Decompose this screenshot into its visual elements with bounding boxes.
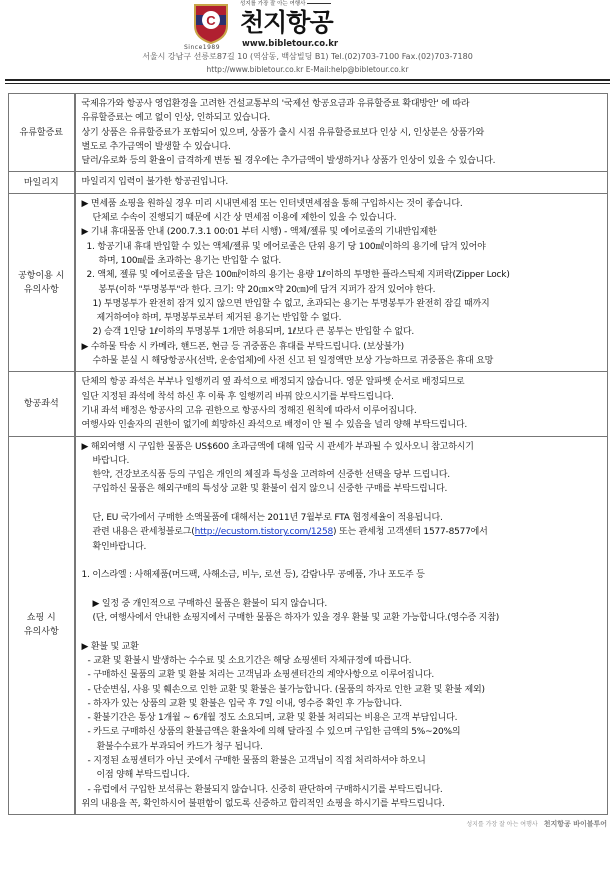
text-line: 환불수수료가 부과되어 카드가 청구 됩니다.: [96, 741, 263, 752]
text-segment: 관련 내용은 관세청블로그(: [92, 527, 195, 538]
text-line: 상기 상품은 유류할증료가 포함되어 있으며, 상품가 출시 시점 유류할증료보다 인상 시, 인상분은 상품가와: [81, 127, 484, 138]
text-line: 제거하여야 하며, 투명봉투로부터 제거된 용기는 반입할 수 없다.: [96, 313, 342, 324]
blank-line: [82, 583, 608, 597]
text-line: 바랍니다.: [92, 455, 130, 466]
text-line: - 교환 및 환불시 발생하는 수수료 및 소요기간은 해당 쇼핑센터 자체규정에 따릅니다.: [87, 655, 412, 666]
letterhead: [0, 0, 615, 90]
text-line: - 하자가 있는 상품의 교환 및 환불은 입국 후 7일 이내, 영수증 확인 후 가능합니다.: [87, 698, 402, 709]
text-line: ▶ 기내 휴대물품 안내 (200.7.3.1 00:01 부터 시행) - 액체/젤류 및 에어로졸의 기내반입제한: [81, 227, 437, 238]
row-content: [75, 193, 608, 372]
blank-line: [82, 625, 608, 639]
text-line: - 유럽에서 구입한 보석류는 환불되지 않습니다. 신중히 판단하여 구매하시기를 부탁드립니다.: [87, 784, 443, 795]
footer-brand: 천지항공 바이블투어: [543, 820, 607, 829]
text-line: 단, EU 국가에서 구매한 소액물품에 대해서는 2011년 7월부로 FTA 협정세율이 적용됩니다.: [92, 513, 443, 524]
row-content: [75, 94, 608, 172]
slogan: 성지를 가장 잘 아는 여행사: [240, 1, 331, 8]
text-line: 봉투(이하 "투명봉투"라 한다. 크기: 약 20㎝×약 20㎝)에 담겨 지퍼가 잠겨 있어야 한다.: [98, 284, 436, 295]
label-text: 마일리지: [23, 177, 59, 188]
text-line: 1. 이스라엘 : 사해제품(머드팩, 사해소금, 비누, 로션 등), 감람나무 공예품, 가나 포도주 등: [81, 570, 425, 581]
text-line: 별도로 추가금액이 발생할 수 있습니다.: [81, 141, 231, 152]
text-line: 국제유가와 항공사 영업환경을 고려한 건설교통부의 '국제선 항공요금과 유류할증료 확대방안' 에 따라: [81, 99, 470, 109]
label-text: 유의사항: [23, 627, 59, 638]
text-line: 2) 승객 1인당 1ℓ이하의 투명봉투 1개만 허용되며, 1ℓ보다 큰 봉투는 반입할 수 없다.: [92, 327, 415, 338]
text-line: 2. 액체, 젤류 및 에어로졸을 담은 100㎖이하의 용기는 용량 1ℓ이하의 투명한 플라스틱제 지퍼락(Zipper Lock): [86, 270, 510, 281]
text-line: ▶ 환불 및 교환: [81, 641, 139, 652]
footer: [0, 819, 615, 830]
text-line: 수하물 분실 시 해당항공사(선박, 운송업체)에 사전 신고 된 일정액만 보상 가능하므로 귀중품은 휴대 요망: [92, 356, 494, 367]
label-text: 공항이용 시: [18, 270, 65, 281]
text-line: - 단순변심, 사용 및 훼손으로 인한 교환 및 환불은 불가능합니다. (물품의 하자로 인한 교환 및 환불 제외): [87, 684, 485, 695]
text-line: 단체의 항공 좌석은 부부나 일행끼리 옆 좌석으로 배정되지 않습니다. 영문 알파벳 순서로 배정되므로: [81, 377, 465, 388]
row-label: [9, 372, 75, 436]
row-content: [75, 372, 608, 436]
row-airport-notice: [9, 193, 608, 372]
website: www.bibletour.co.kr: [242, 39, 339, 49]
blank-line: [82, 554, 608, 568]
row-label: [9, 436, 75, 815]
brand-name: 천지항공: [240, 8, 333, 37]
row-shopping-notice: [9, 436, 608, 815]
text-line: (단, 여행사에서 안내한 쇼핑지에서 구매한 물품은 하자가 있을 경우 환불 및 교환 가능합니다.(영수증 지참): [92, 613, 500, 624]
text-line: 확인바랍니다.: [92, 541, 147, 552]
text-line: 1. 항공기내 휴대 반입할 수 있는 액체/젤류 및 에어로졸은 단위 용기 당 100㎖이하의 용기에 담겨 있어야: [86, 241, 486, 252]
label-text: 유의사항: [23, 284, 59, 295]
address: 서울시 강남구 선릉로87길 10 (역삼동, 백삼빌딩 B1) Tel.(02)703-7100 Fax.(02)703-7180: [142, 52, 473, 61]
text-line: 마일리지 입력이 불가한 항공권입니다.: [81, 177, 229, 188]
text-line: ▶ 일정 중 개인적으로 구매하신 물품은 환불이 되지 않습니다.: [92, 598, 328, 609]
text-line: - 구매하신 물품의 교환 및 환불 처리는 고객님과 쇼핑센터간의 계약사항으로 이루어집니다.: [87, 670, 435, 681]
text-line: - 환불기간은 통상 1개월 ~ 6개월 정도 소요되며, 교환 및 환불 처리되는 비용은 고객 부담입니다.: [87, 713, 458, 724]
logo-letter: C: [206, 13, 216, 28]
text-segment: ) 또는 관세청 고객센터 1577-8577에서: [333, 527, 488, 538]
row-content: [75, 172, 608, 193]
text-line: 기내 좌석 배정은 항공사의 고유 권한으로 항공사의 정해진 원칙에 따라서 이루어집니다.: [81, 405, 417, 416]
text-line: 여행사와 인솔자의 권한이 없기에 희망하신 좌석으로 배정이 안 될 수 있음을 널리 양해 부탁드립니다.: [81, 420, 468, 431]
text-line: ▶ 수하물 탁송 시 카메라, 핸드폰, 현금 등 귀중품은 휴대를 부탁드립니다. (보상불가): [81, 341, 404, 352]
text-line: 위의 내용을 꼭, 확인하시어 불편함이 없도록 신중하고 합리적인 쇼핑을 하시기를 부탁드립니다.: [81, 798, 445, 809]
text-line: ▶ 면세품 쇼핑을 원하실 경우 미리 시내면세점 또는 인터넷면세점을 통해 구입하시는 것이 좋습니다.: [81, 198, 463, 209]
text-line: 구입하신 물품은 해외구매의 특성상 교환 및 환불이 쉽지 않으니 신중한 구매를 부탁드립니다.: [92, 484, 448, 495]
footer-slogan: 성지를 가장 잘 아는 여행사: [466, 821, 538, 829]
label-text: 유류할증료: [19, 127, 63, 138]
text-line: 한약, 건강보조식품 등의 구입은 개인의 체질과 특성을 고려하여 신중한 선택을 당부 드립니다.: [92, 470, 450, 481]
text-line: 1) 투명봉투가 완전히 잠겨 있지 않으면 반입할 수 없고, 초과되는 용기는 투명봉투가 완전히 잠길 때까지: [92, 298, 490, 309]
blank-line: [82, 497, 608, 511]
row-label: [9, 94, 75, 172]
text-line: ▶ 해외여행 시 구입한 물품은 US$600 초과금액에 대해 입국 시 관세가 부과될 수 있사오니 참고하시기: [81, 441, 474, 452]
row-label: [9, 172, 75, 193]
text-line: 이점 양해 부탁드립니다.: [96, 770, 190, 781]
row-airline-seating: [9, 372, 608, 436]
text-line: - 지정된 쇼핑센터가 아닌 곳에서 구매한 물품의 환불은 고객님이 직접 처리하셔야 하오니: [87, 756, 426, 767]
since-text: Since1989: [184, 44, 221, 51]
text-line: [82, 525, 608, 539]
customs-blog-link[interactable]: http://ecustom.tistory.com/1258: [194, 527, 334, 538]
row-mileage: [9, 172, 608, 193]
text-line: 유류할증료는 예고 없이 인상, 인하되고 있습니다.: [81, 113, 271, 124]
contact-line: http://www.bibletour.co.kr E-Mail:help@bibletour.co.kr: [206, 65, 409, 74]
text-line: 하며, 100㎖를 초과하는 용기는 반입할 수 없다.: [98, 255, 282, 266]
text-line: 단체로 수속이 진행되기 때문에 시간 상 면세점 이용에 제한이 있을 수 있습니다.: [92, 213, 397, 224]
text-line: - 카드로 구매하신 상품의 환불금액은 환율차에 의해 달라질 수 있으며 구입한 금액의 5%~20%의: [87, 727, 461, 738]
row-content: [75, 436, 608, 815]
header-divider: [5, 79, 610, 84]
row-fuel-surcharge: [9, 94, 608, 172]
notice-table: [8, 93, 608, 815]
text-line: 일단 지정된 좌석에 착석 하신 후 이륙 후 일행끼리 바꿔 앉으시기를 부탁드립니다.: [81, 391, 394, 402]
company-logo-shield: [193, 2, 229, 44]
row-label: [9, 193, 75, 372]
label-text: 쇼핑 시: [26, 613, 56, 624]
text-line: 달러/유로화 등의 환율이 급격하게 변동 될 경우에는 추가금액이 발생하거나 상품가 인상이 있을 수 있습니다.: [81, 156, 496, 167]
label-text: 항공좌석: [23, 398, 59, 409]
